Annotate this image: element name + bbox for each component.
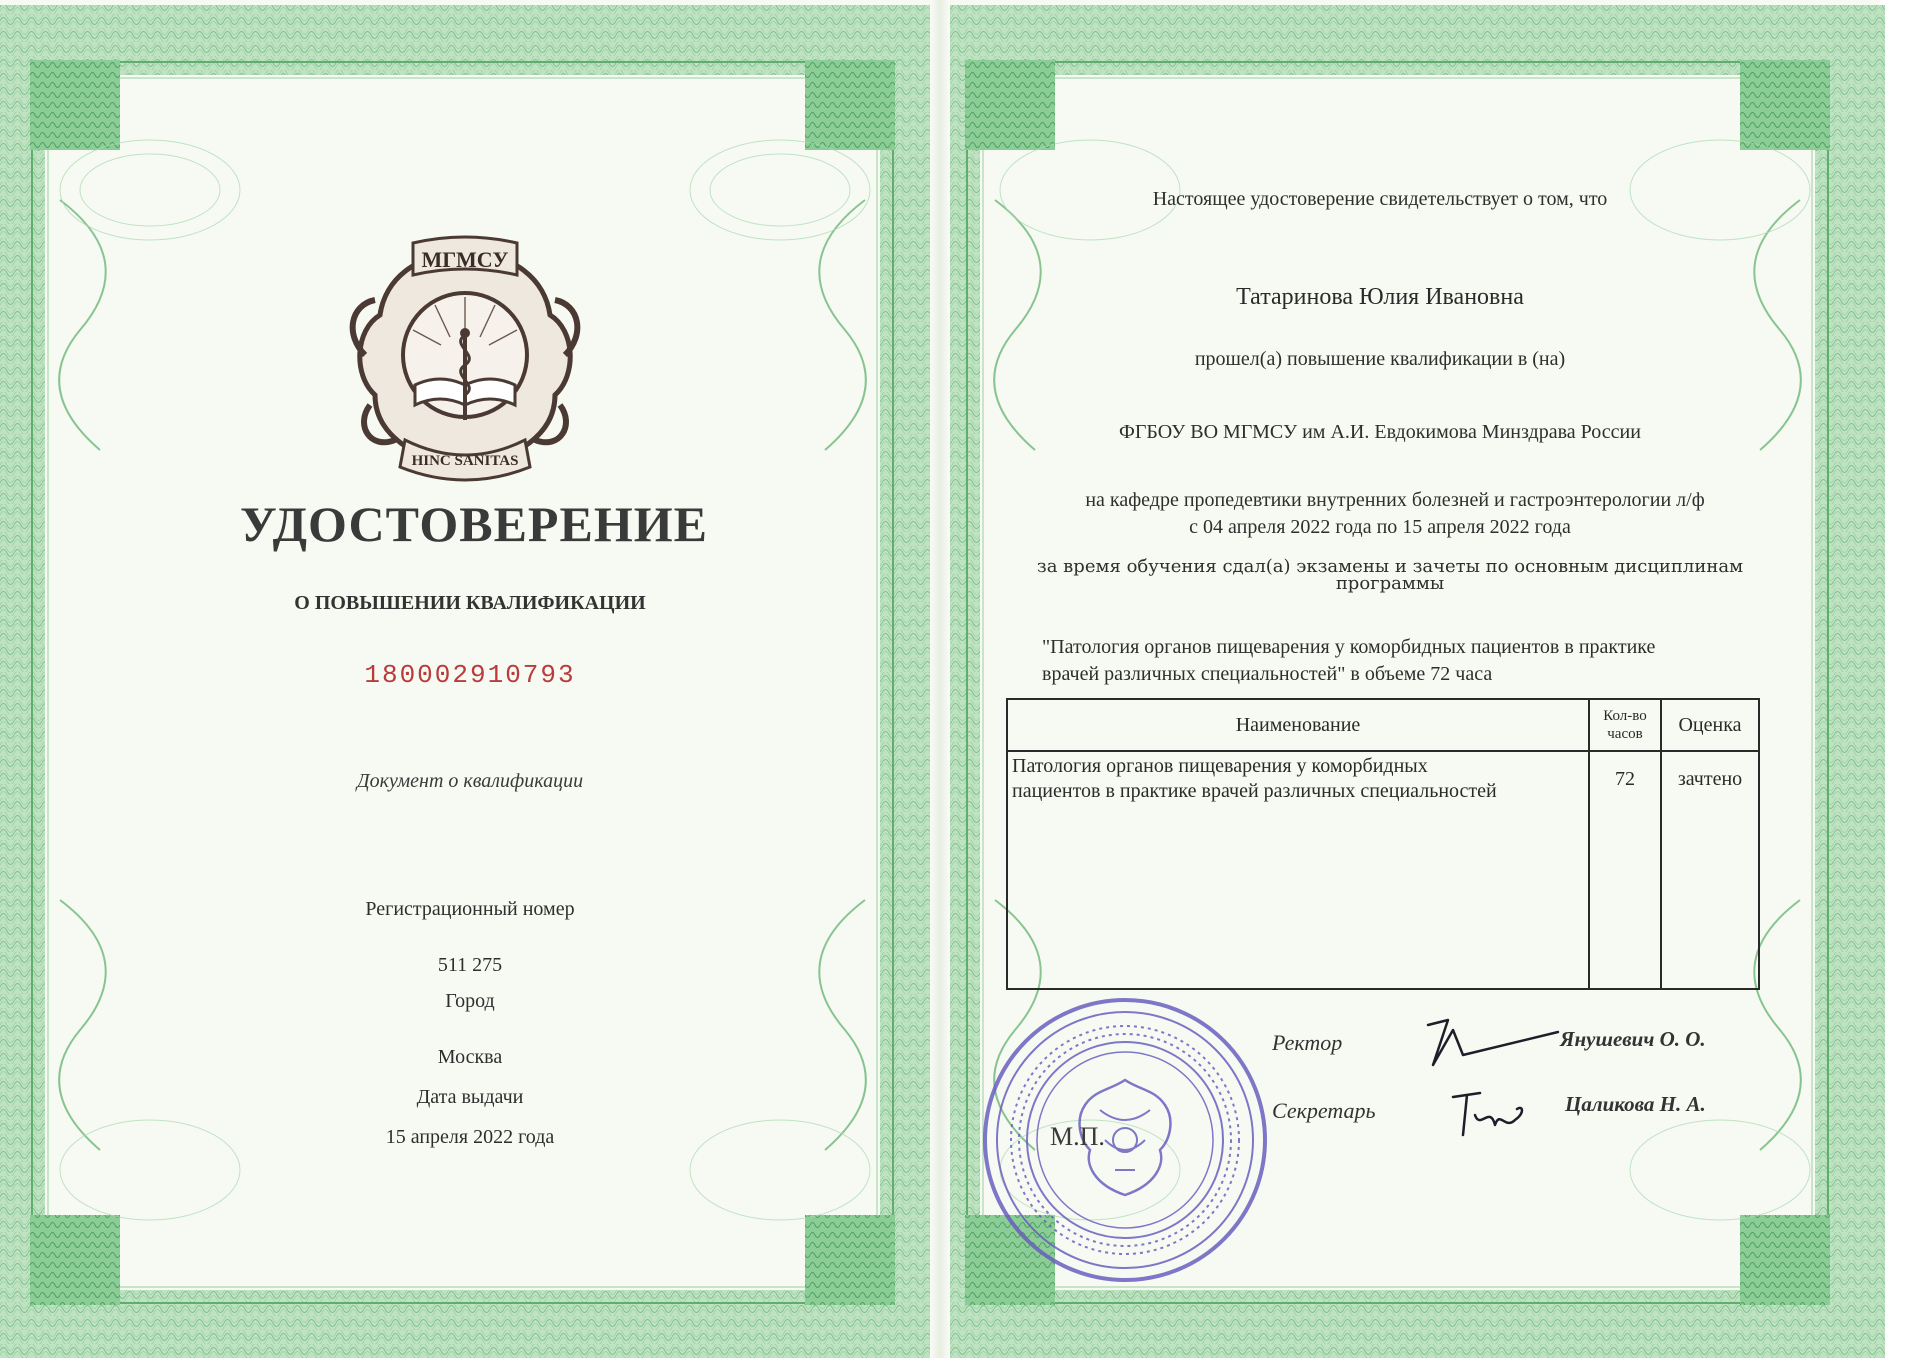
exams-text <box>990 558 1790 592</box>
city-label: Город <box>445 990 495 1012</box>
rector-label: Ректор <box>1272 1030 1343 1055</box>
secretary-signature-icon <box>1445 1085 1535 1145</box>
period-text: с 04 апреля 2022 года по 15 апреля 2022 года <box>1189 516 1571 538</box>
rector-signature-icon <box>1418 1010 1568 1080</box>
secretary-label: Секретарь <box>1272 1098 1376 1123</box>
program-line-2: врачей различных специальностей" в объеме 72 часа <box>1042 663 1493 685</box>
row-name-line-2: пациентов в практике врачей различных специальностей <box>1012 780 1497 802</box>
exams-line-2: программы <box>1335 573 1445 594</box>
row-grade: зачтено <box>1661 751 1759 989</box>
registration-label: Регистрационный номер <box>365 898 575 920</box>
program-line-1: "Патология органов пищеварения у коморбидных пациентов в практике <box>1042 636 1656 658</box>
intro-text: Настоящее удостоверение свидетельствует о том, что <box>1152 188 1608 210</box>
registration-number: 511 275 <box>437 954 503 976</box>
rector-name: Янушевич О. О. <box>1560 1027 1706 1051</box>
row-hours: 72 <box>1589 751 1661 989</box>
department-text: на кафедре пропедевтики внутренних болезней и гастроэнтерологии л/ф <box>1085 489 1705 511</box>
exams-line-1: за время обучения сдал(а) экзамены и зачеты по основным дисциплинам <box>1036 556 1744 577</box>
person-name: Татаринова Юлия Ивановна <box>1236 284 1524 310</box>
col-hours-line-1: Кол-во <box>1603 708 1647 724</box>
page-fold <box>930 0 950 1358</box>
secretary-name: Цаликова Н. А. <box>1565 1092 1706 1116</box>
row-discipline-name <box>1007 751 1589 989</box>
emblem-top-text: МГМСУ <box>421 247 509 272</box>
mgmsu-emblem-icon <box>345 235 585 485</box>
col-hours-header <box>1589 699 1661 751</box>
passed-text: прошел(а) повышение квалификации в (на) <box>1194 348 1566 370</box>
row-name-line-1: Патология органов пищеварения у коморбидных <box>1012 755 1428 777</box>
document-subtitle: О ПОВЫШЕНИИ КВАЛИФИКАЦИИ <box>294 592 646 614</box>
city-value: Москва <box>437 1046 503 1068</box>
issue-date-value: 15 апреля 2022 года <box>385 1126 555 1148</box>
stamp-mark-text: М.П. <box>1050 1122 1105 1151</box>
col-name-header: Наименование <box>1007 699 1589 751</box>
institution-name: ФГБОУ ВО МГМСУ им А.И. Евдокимова Минздрава России <box>1119 421 1641 443</box>
disciplines-table <box>1006 698 1760 990</box>
table-header-row <box>1007 699 1759 751</box>
program-title <box>1042 634 1782 688</box>
col-hours-line-2: часов <box>1607 726 1643 742</box>
official-stamp <box>975 990 1275 1290</box>
table-row <box>1007 751 1759 989</box>
document-title: УДОСТОВЕРЕНИЕ <box>240 496 708 552</box>
serial-number: 180002910793 <box>364 660 576 690</box>
col-grade-header: Оценка <box>1661 699 1759 751</box>
document-type: Документ о квалификации <box>356 770 584 792</box>
issue-date-label: Дата выдачи <box>416 1086 524 1108</box>
emblem-bottom-text: HINC SANITAS <box>411 453 519 469</box>
